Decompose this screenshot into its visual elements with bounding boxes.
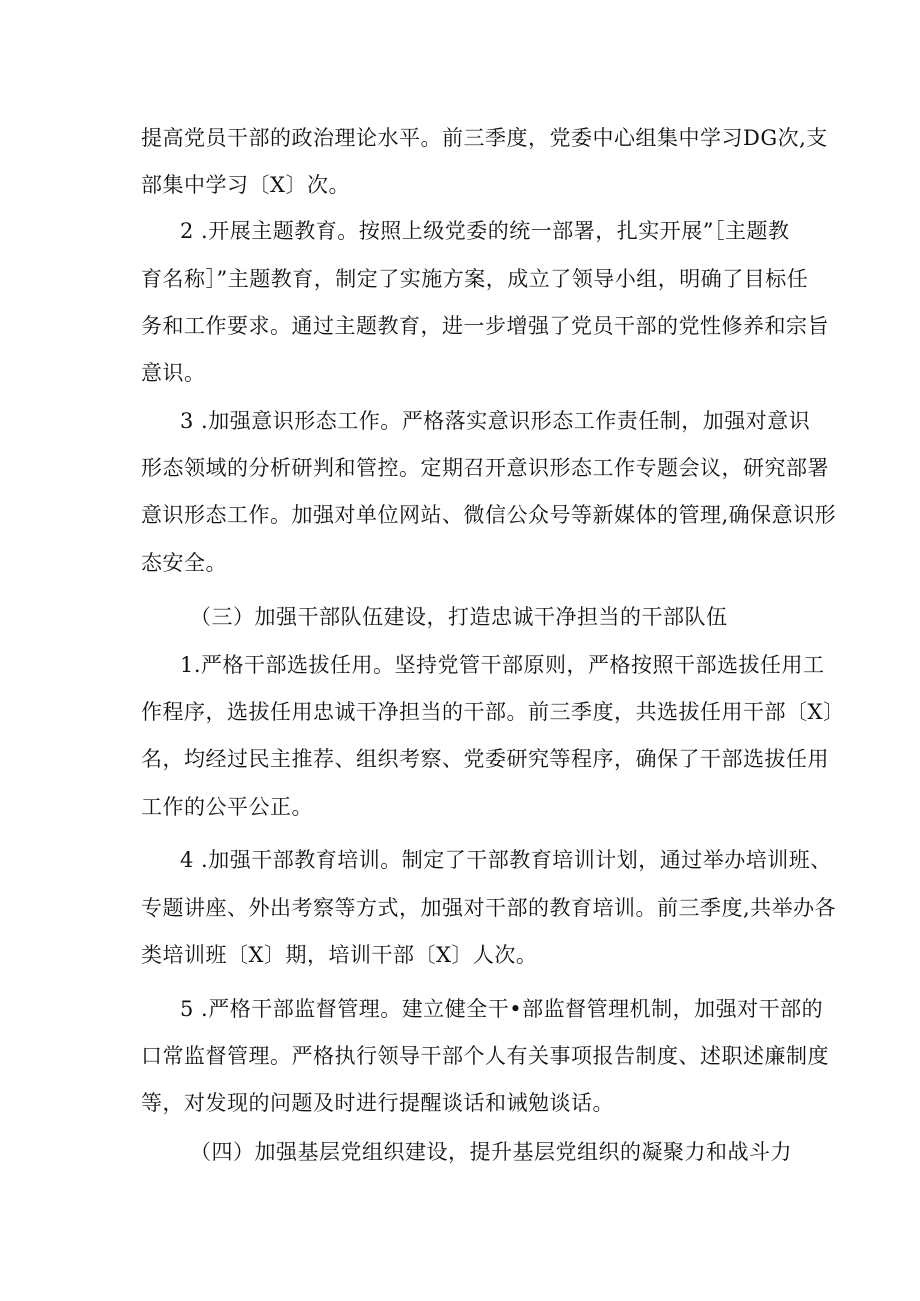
text-line: 部集中学习〔X〕次。	[141, 173, 350, 197]
text-line: 提高党员干部的政治理论水平。前三季度，党委中心组集中学习DG次,支	[141, 126, 828, 150]
text-line: 类培训班〔X〕期，培训干部〔X〕人次。	[141, 943, 538, 967]
list-item-heading: 1.严格干部选拔任用。坚持党管干部原则，严格按照干部选拔任用工	[180, 653, 825, 677]
text-line: 工作的公平公正。	[141, 795, 313, 819]
text-line: 育名称］”主题教育，制定了实施方案，成立了领导小组，明确了目标任	[141, 267, 809, 291]
text-line: 名，均经过民主推荐、组织考察、党委研究等程序，确保了干部选拔任用	[141, 747, 829, 771]
text-line: 作程序，选拔任用忠诚干净担当的干部。前三季度，共选拔任用干部〔X〕	[141, 700, 845, 724]
text-line: 意识。	[141, 361, 206, 385]
list-item-heading: 2 .开展主题教育。按照上级党委的统一部署，扎实开展”［主题教	[180, 219, 790, 243]
list-item-heading: 3 .加强意识形态工作。严格落实意识形态工作责任制，加强对意识	[180, 409, 811, 433]
text-line: 口常监督管理。严格执行领导干部个人有关事项报告制度、述职述廉制度	[141, 1044, 829, 1068]
text-line: 等，对发现的问题及时进行提醒谈话和诫勉谈话。	[141, 1091, 614, 1115]
text-line: 意识形态工作。加强对单位网站、微信公众号等新媒体的管理,确保意识形	[141, 503, 837, 527]
section-heading: （四）加强基层党组织建设，提升基层党组织的凝聚力和战斗力	[190, 1140, 792, 1164]
list-item-heading: 4 .加强干部教育培训。制定了干部教育培训计划，通过举办培训班、	[180, 848, 832, 872]
text-line: 专题讲座、外出考察等方式，加强对干部的教育培训。前三季度,共举办各	[141, 896, 837, 920]
text-line: 态安全。	[141, 551, 227, 575]
text-line: 形态领域的分析研判和管控。定期召开意识形态工作专题会议，研究部署	[141, 456, 829, 480]
list-item-heading: 5 .严格干部监督管理。建立健全干•部监督管理机制，加强对干部的	[180, 997, 824, 1021]
section-heading: （三）加强干部队伍建设，打造忠诚干净担当的干部队伍	[190, 605, 728, 629]
text-line: 务和工作要求。通过主题教育，进一步增强了党员干部的党性修养和宗旨	[141, 314, 829, 338]
